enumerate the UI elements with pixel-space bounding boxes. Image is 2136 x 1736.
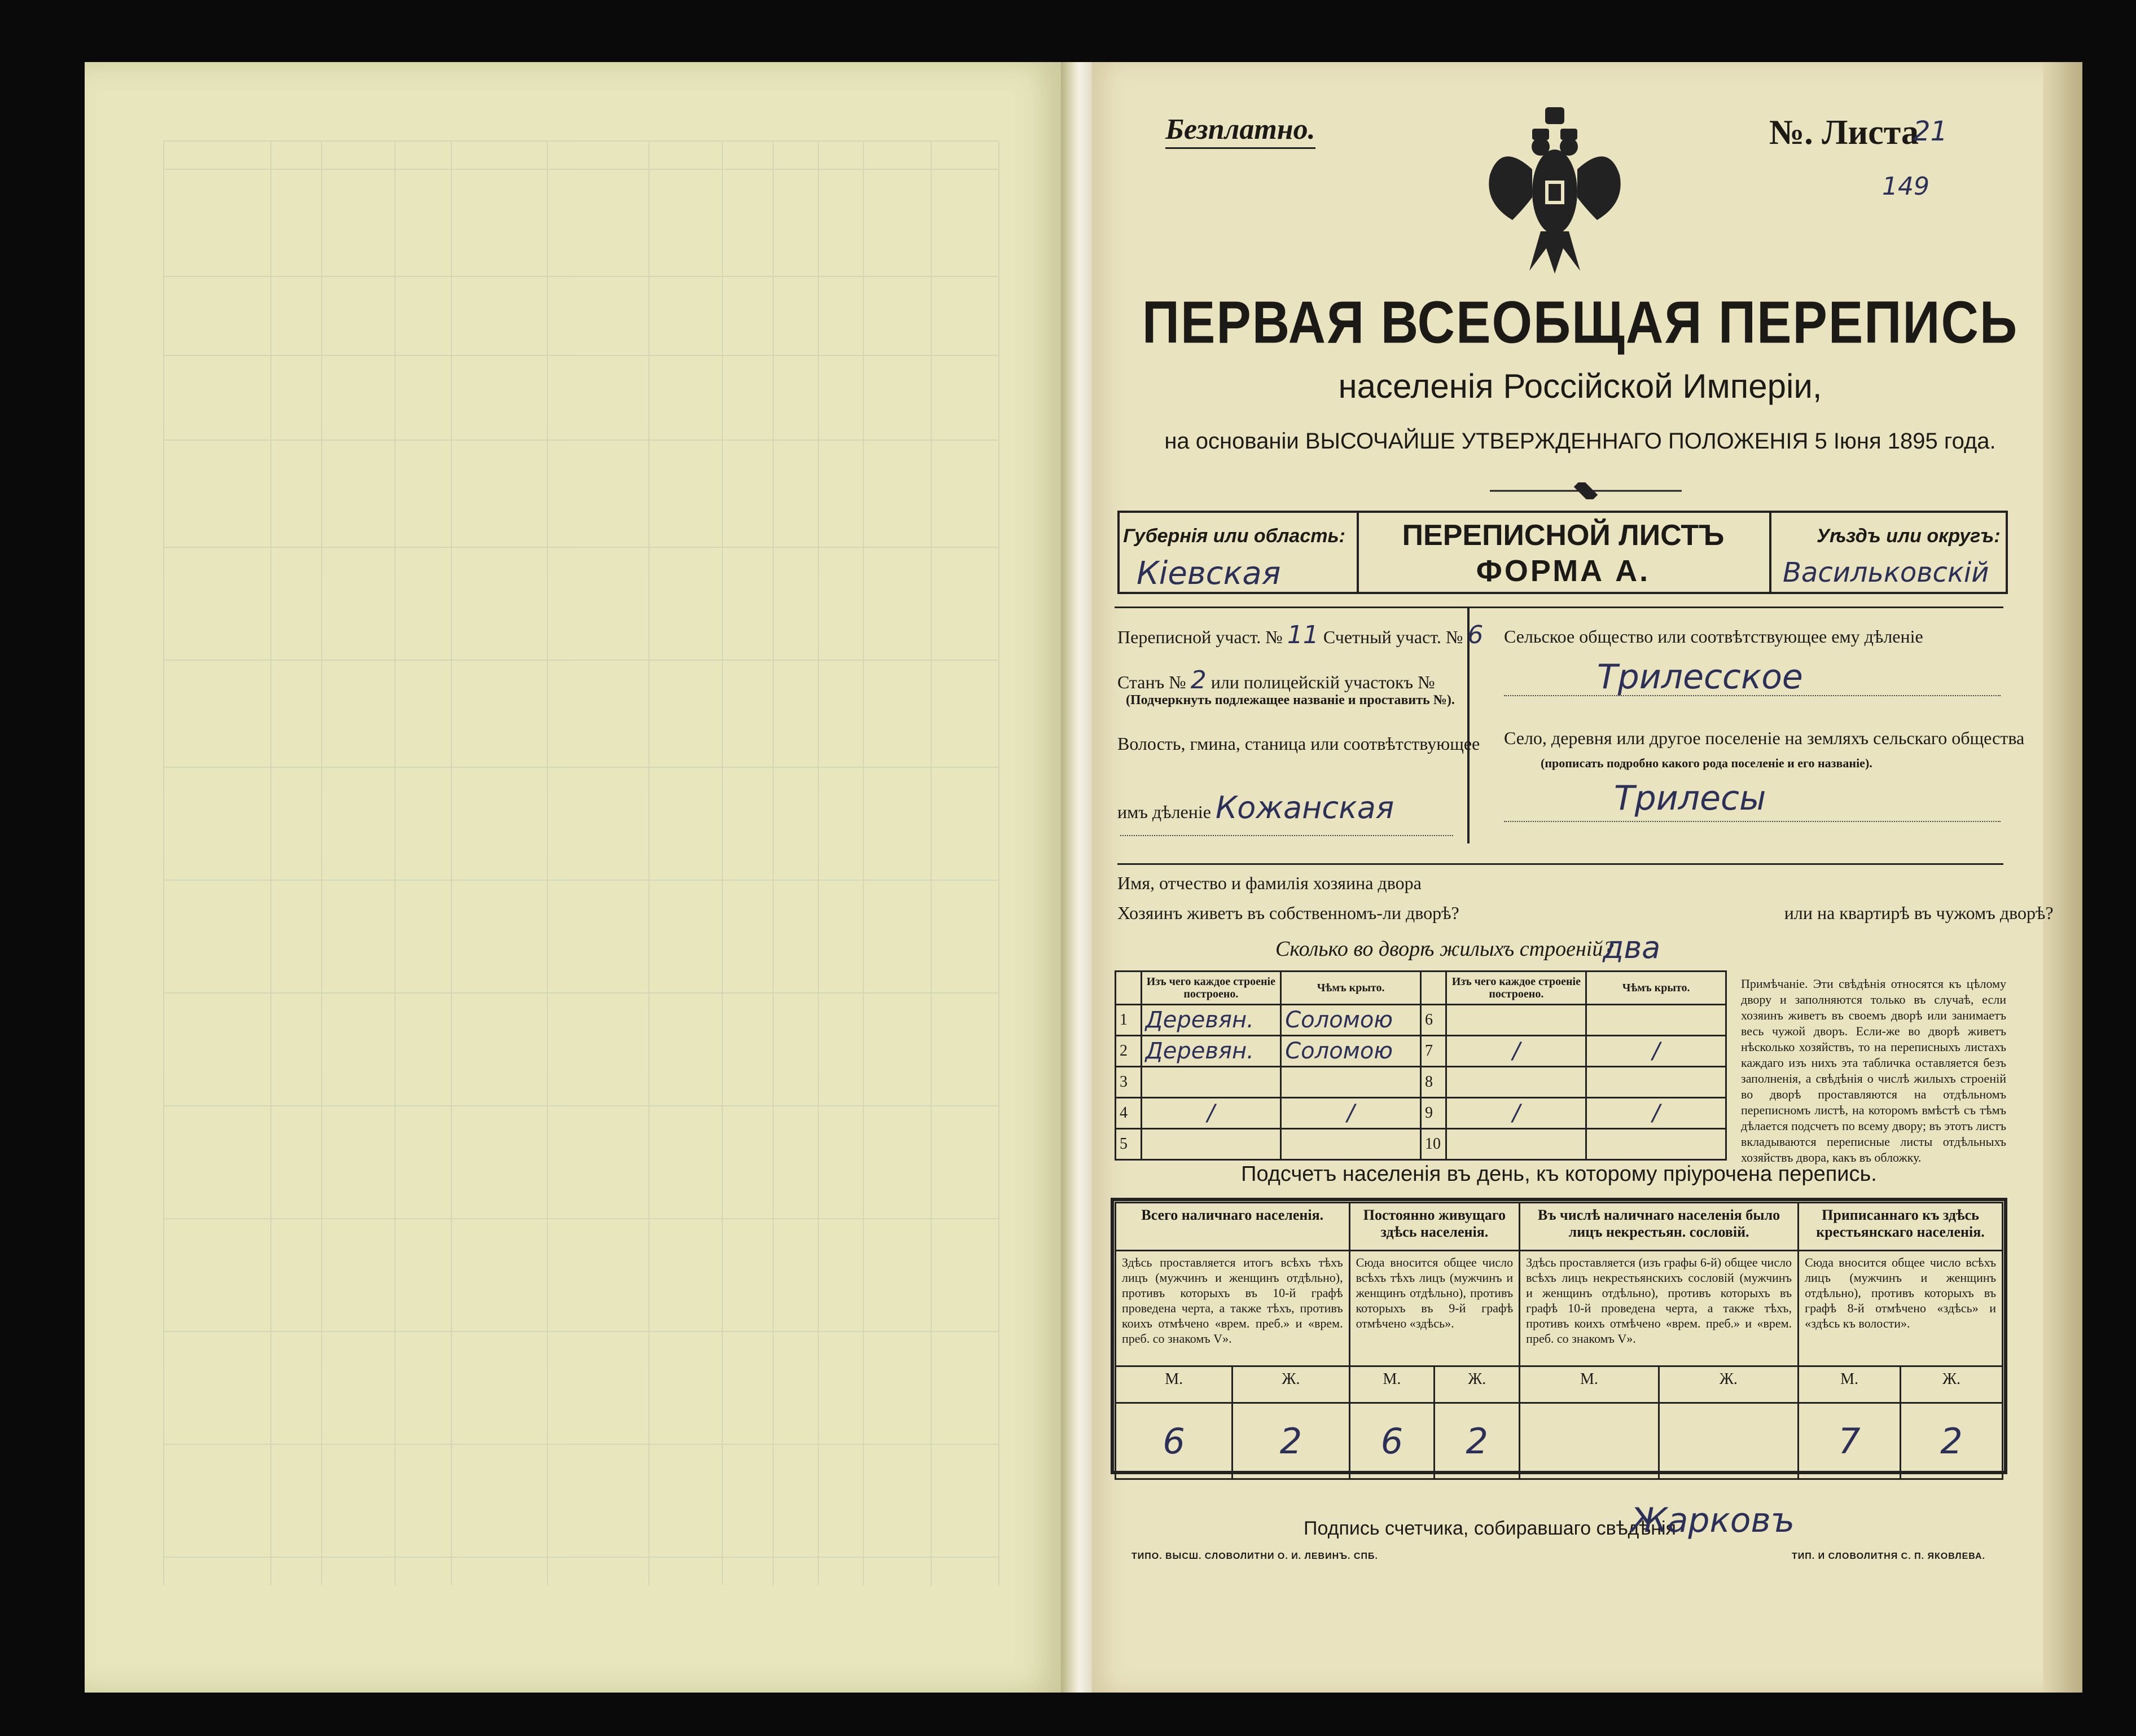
selsk-value: Трилесское — [1597, 657, 1803, 697]
perepis-uchastok-row — [1117, 621, 1483, 649]
printer-imprint-right: ТИП. И СЛОВОЛИТНЯ С. П. ЯКОВЛЕВА. — [1792, 1552, 1985, 1561]
material-cell — [1141, 1129, 1281, 1160]
roof-cell — [1281, 1067, 1421, 1098]
male-label: М. — [1116, 1366, 1233, 1403]
form-type-box — [1354, 511, 1772, 594]
permanent-male-value: 6 — [1349, 1403, 1435, 1479]
nonpeasant-male-value — [1520, 1403, 1659, 1479]
owner-or-label: или на квартирѣ въ чужомъ дворѣ? — [1784, 903, 2054, 923]
table-row — [1116, 1067, 1726, 1098]
population-table-values — [1116, 1403, 2003, 1479]
guberniya-label: Губернія или область: — [1123, 525, 1345, 547]
material-cell — [1446, 1067, 1586, 1098]
registered-female-value: 2 — [1900, 1403, 2002, 1479]
roof-cell — [1586, 1005, 1726, 1036]
left-page — [85, 62, 1061, 1693]
col-registered-header: Приписаннаго къ здѣсь крестьянскаго населенія. — [1799, 1203, 2003, 1251]
police-label: или полицейскій участокъ № — [1210, 672, 1435, 692]
form-subtitle: населенія Россійской Имперіи, — [1338, 367, 1822, 405]
col-registered-desc: Сюда вносится общее число всѣхъ лицъ (мужчинъ и женщинъ отдѣльно), противъ которыхъ въ графѣ 8-й отмѣчено «здѣсь» и «здѣсь къ волости». — [1799, 1251, 2003, 1366]
volost-dotted-line — [1120, 835, 1453, 836]
roof-header-left: Чѣмъ крыто. — [1281, 972, 1421, 1005]
perepis-uchastok-label: Переписной участ. № — [1117, 627, 1283, 647]
buildings-question: Сколько во дворѣ жилыхъ строеній? — [1275, 937, 1614, 961]
guberniya-value: Кіевская — [1137, 555, 1281, 592]
col-nonpeasant-header: Въ числѣ наличнаго населенія было лицъ некрестьян. сословій. — [1520, 1203, 1799, 1251]
owner-lives-label: Хозяинъ живетъ въ собственномъ-ли дворѣ? — [1117, 903, 1459, 923]
owner-name-row — [1117, 863, 2003, 894]
page-edge — [2043, 62, 2082, 1693]
form-type-line2: ФОРМА А. — [1476, 554, 1651, 588]
row-number: 9 — [1420, 1098, 1446, 1129]
buildings-answer: два — [1603, 930, 1661, 965]
sheet-number-value: 21 — [1913, 116, 1948, 147]
roof-cell: / — [1586, 1036, 1726, 1067]
material-cell: Деревян. — [1141, 1036, 1281, 1067]
selsk-label: Сельское общество или соотвѣтствующее ему дѣленіе — [1504, 626, 1923, 647]
selo-dotted-line — [1504, 821, 2001, 822]
underline-note: (Подчеркнуть подлежащее названіе и проставить №). — [1126, 693, 1455, 707]
material-cell: Деревян. — [1141, 1005, 1281, 1036]
selsk-dotted-line — [1504, 695, 2001, 696]
row-number: 7 — [1420, 1036, 1446, 1067]
uezd-box — [1769, 511, 2008, 594]
selo-note: (прописать подробно какого рода поселеніе и его названіе). — [1541, 756, 1872, 770]
stan-value: 2 — [1190, 666, 1207, 695]
signature-value: Жарковъ — [1631, 1501, 1795, 1540]
divider-ornament — [1490, 482, 1682, 499]
nonpeasant-female-value — [1659, 1403, 1798, 1479]
table-row — [1116, 1098, 1726, 1129]
female-label: Ж. — [1233, 1366, 1349, 1403]
roof-cell — [1281, 1129, 1421, 1160]
material-cell — [1141, 1067, 1281, 1098]
schet-uchastok-label: Счетный участ. № — [1323, 627, 1463, 647]
volost-value: Кожанская — [1215, 790, 1394, 825]
roof-cell: / — [1281, 1098, 1421, 1129]
col-nonpeasant-desc: Здѣсь проставляется (изъ графы 6-й) общее число всѣхъ лицъ некрестьянскихъ сословій (мужчинъ и женщинъ отдѣльно), противъ которыхъ въ графѣ 10-й проведена черта, а также тѣхъ, противъ коихъ отмѣчено «врем. преб.» и «врем. преб. со знакомъ V». — [1520, 1251, 1799, 1366]
col-total-header: Всего наличнаго населенія. — [1116, 1203, 1350, 1251]
volost-label-1: Волость, гмина, станица или соотвѣтствующее — [1117, 733, 1480, 754]
guberniya-box — [1117, 511, 1359, 594]
roof-cell: / — [1586, 1098, 1726, 1129]
owner-residence-row — [1117, 903, 2054, 924]
volost-row — [1117, 790, 1394, 825]
selo-value: Трилесы — [1614, 779, 1766, 818]
material-cell — [1446, 1129, 1586, 1160]
roof-cell — [1586, 1067, 1726, 1098]
roof-header-right: Чѣмъ крыто. — [1586, 972, 1726, 1005]
imperial-eagle-emblem-icon — [1479, 107, 1631, 276]
row-number: 3 — [1116, 1067, 1142, 1098]
stan-label: Станъ № — [1117, 672, 1186, 692]
population-table-sex-row — [1116, 1366, 2003, 1403]
form-main-title: ПЕРВАЯ ВСЕОБЩАЯ ПЕРЕПИСЬ — [1142, 289, 2019, 356]
form-type-line1: ПЕРЕПИСНОЙ ЛИСТЪ — [1402, 519, 1725, 552]
population-count-title: Подсчетъ населенія въ день, къ которому пріурочена перепись. — [1241, 1162, 1877, 1186]
col-permanent-desc: Сюда вносится общее число всѣхъ тѣхъ лицъ (мужчинъ и женщинъ отдѣльно), противъ которыхъ въ 9-й графѣ отмѣчено «здѣсь». — [1349, 1251, 1520, 1366]
left-page-faint-grid — [85, 62, 1061, 1693]
buildings-table-header — [1116, 972, 1726, 1005]
male-label: М. — [1799, 1366, 1901, 1403]
footnote-text: Примѣчаніе. Эти свѣдѣнія относятся къ цѣлому двору и заполняются только въ случаѣ, если хозяинъ живетъ въ своемъ дворѣ или занимаетъ весь чужой дворъ. Если-же во дворѣ живетъ нѣсколько хозяйствъ, то на переписныхъ листахъ каждаго изъ нихъ эта табличка оставляется безъ заполненія, а свѣдѣнія о числѣ жилыхъ строеній во дворѣ проставляются на отдѣльномъ переписномъ листѣ, на которомъ вмѣстѣ съ тѣмъ дѣлается подсчетъ по всему двору; въ этотъ листъ вкладываются переписные листы отдѣльныхъ хозяйствъ двора, какъ въ обложку. — [1741, 977, 2006, 1164]
schet-uchastok-value: 6 — [1467, 621, 1484, 649]
buildings-table — [1115, 970, 1727, 1161]
owner-name-label: Имя, отчество и фамилія хозяина двора — [1117, 873, 1422, 893]
printer-imprint-left: ТИПО. ВЫСШ. СЛОВОЛИТНИ О. И. ЛЕВИНЪ. СПБ. — [1131, 1552, 1378, 1561]
col-total-desc: Здѣсь проставляется итогъ всѣхъ тѣхъ лицъ (мужчинъ и женщинъ отдѣльно), противъ которыхъ въ 10-й графѣ проведена черта, а также тѣхъ, противъ коихъ отмѣчено «врем. преб.» и «врем. преб. со знакомъ V». — [1116, 1251, 1350, 1366]
material-header-left: Изъ чего каждое строеніе построено. — [1141, 972, 1281, 1005]
material-cell: / — [1141, 1098, 1281, 1129]
total-male-value: 6 — [1116, 1403, 1233, 1479]
material-header-right: Изъ чего каждое строеніе построено. — [1446, 972, 1586, 1005]
population-table — [1115, 1202, 2003, 1480]
perepis-uchastok-value: 11 — [1287, 621, 1319, 649]
form-basis: на основаніи ВЫСОЧАЙШЕ УТВЕРЖДЕННАГО ПОЛОЖЕНІЯ 5 Іюня 1895 года. — [1164, 429, 1996, 454]
permanent-female-value: 2 — [1435, 1403, 1520, 1479]
material-cell — [1446, 1005, 1586, 1036]
roof-cell: Соломою — [1281, 1005, 1421, 1036]
free-label: Безплатно. — [1165, 113, 1315, 149]
roof-cell — [1586, 1129, 1726, 1160]
uezd-value: Васильковскій — [1783, 557, 1989, 588]
uezd-label: Уѣздъ или округъ: — [1817, 525, 2001, 547]
female-label: Ж. — [1659, 1366, 1798, 1403]
row-number: 6 — [1420, 1005, 1446, 1036]
population-table-descriptions — [1116, 1251, 2003, 1366]
volost-label-2: имъ дѣленіе — [1117, 802, 1211, 822]
signature-label: Подпись счетчика, собиравшаго свѣдѣнія — [1304, 1518, 1676, 1539]
table-row — [1116, 1129, 1726, 1160]
total-female-value: 2 — [1233, 1403, 1349, 1479]
female-label: Ж. — [1435, 1366, 1520, 1403]
row-number: 4 — [1116, 1098, 1142, 1129]
population-table-headers — [1116, 1203, 2003, 1251]
sheet-number-label: №. Листа — [1769, 113, 1919, 152]
row-number: 8 — [1420, 1067, 1446, 1098]
row-number: 10 — [1420, 1129, 1446, 1160]
material-cell: / — [1446, 1098, 1586, 1129]
sheet-number-value-2: 149 — [1882, 172, 1929, 201]
col-permanent-header: Постоянно живущаго здѣсь населенія. — [1349, 1203, 1520, 1251]
book-spine — [1061, 62, 1095, 1693]
table-row — [1116, 1036, 1726, 1067]
row-number: 5 — [1116, 1129, 1142, 1160]
registered-male-value: 7 — [1799, 1403, 1901, 1479]
male-label: М. — [1349, 1366, 1435, 1403]
male-label: М. — [1520, 1366, 1659, 1403]
selo-label: Село, деревня или другое поселеніе на земляхъ сельскаго общества — [1504, 728, 2025, 748]
row-number: 2 — [1116, 1036, 1142, 1067]
roof-cell: Соломою — [1281, 1036, 1421, 1067]
material-cell: / — [1446, 1036, 1586, 1067]
female-label: Ж. — [1900, 1366, 2002, 1403]
stan-row — [1117, 666, 1435, 695]
row-number: 1 — [1116, 1005, 1142, 1036]
table-row — [1116, 1005, 1726, 1036]
